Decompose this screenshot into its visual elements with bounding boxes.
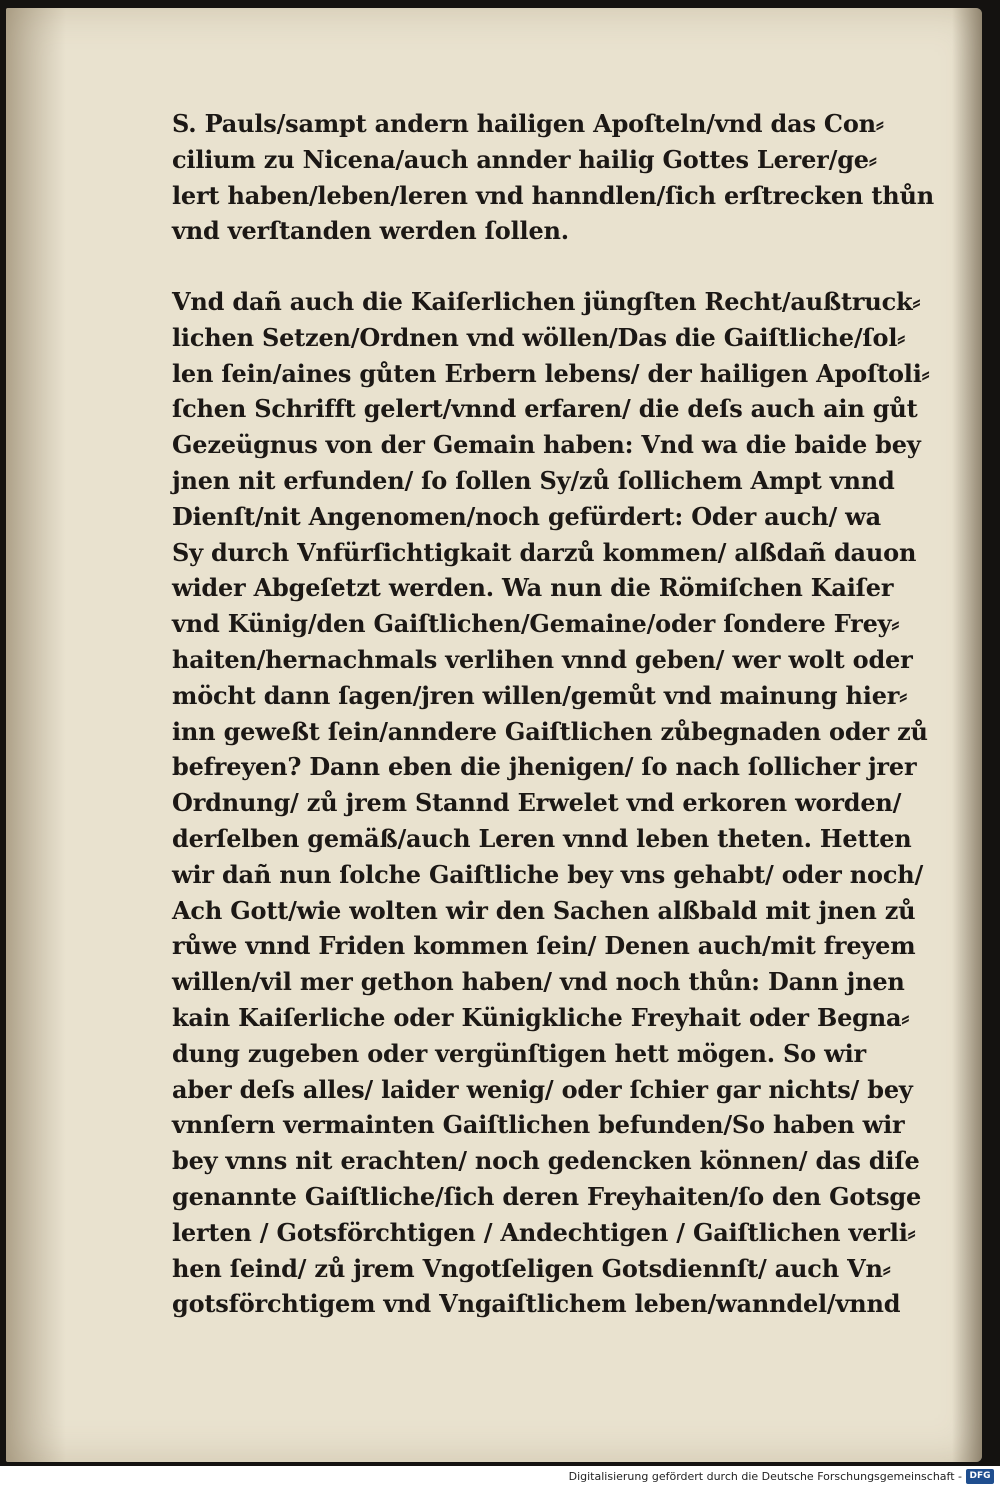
text-line: ſchen Schrifft gelert/vnnd erfaren/ die deſs auch ain gůt <box>172 394 918 424</box>
paragraph-1 <box>172 106 962 249</box>
text-line: aber deſs alles/ laider wenig/ oder ſchier gar nichts/ bey <box>172 1074 913 1104</box>
dfg-logo: DFG <box>966 1469 994 1484</box>
text-line: wir dañ nun ſolche Gaiſtliche bey vns gehabt/ oder noch/ <box>172 859 924 889</box>
text-line: hen ſeind/ zů jrem Vngotſeligen Gotsdiennſt/ auch Vn⸗ <box>172 1253 891 1283</box>
text-line: Ordnung/ zů jrem Stannd Erwelet vnd erkoren worden/ <box>172 788 902 818</box>
text-line: willen/vil mer gethon haben/ vnd noch thůn: Dann jnen <box>172 967 905 997</box>
text-line: gotsförchtigem vnd Vngaiſtlichem leben/wanndel/vnnd <box>172 1289 901 1319</box>
text-line: vnnſern vermainten Gaiſtlichen befunden/So haben wir <box>172 1110 905 1140</box>
text-line: lichen Setzen/Ordnen vnd wöllen/Das die Gaiſtliche/ſol⸗ <box>172 322 906 352</box>
text-line: len ſein/aines gůten Erbern lebens/ der hailigen Apoſtoli⸗ <box>172 358 930 388</box>
paragraph-2 <box>172 284 962 1322</box>
text-line: befreyen? Dann eben die jhenigen/ ſo nach ſollicher jrer <box>172 752 917 782</box>
text-line: dung zugeben oder vergünſtigen hett mögen. So wir <box>172 1038 866 1068</box>
text-line: haiten/hernachmals verlihen vnnd geben/ wer wolt oder <box>172 644 913 674</box>
text-line: cilium zu Nicena/auch annder hailig Gottes Lerer/ge⸗ <box>172 144 877 174</box>
text-line: S. Pauls/sampt andern hailigen Apoſteln/vnd das Con⸗ <box>172 109 884 138</box>
text-line: bey vnns nit erachten/ noch gedencken können/ das diſe <box>172 1146 920 1176</box>
text-line: Vnd dañ auch die Kaiſerlichen jüngſten Recht/außtruck⸗ <box>172 287 921 316</box>
text-line: růwe vnnd Friden kommen ſein/ Denen auch/mit freyem <box>172 931 916 961</box>
text-line: kain Kaiſerliche oder Künigkliche Freyhait oder Begna⸗ <box>172 1002 910 1032</box>
text-line: genannte Gaiſtliche/ſich deren Freyhaiten/ſo den Gotsge <box>172 1181 922 1211</box>
text-line: lert haben/leben/leren vnd hanndlen/ſich erſtrecken thůn <box>172 180 934 210</box>
footer-bar <box>0 1466 1000 1488</box>
text-line: Sy durch Vnfürſichtigkait darzů kommen/ alßdañ dauon <box>172 537 917 567</box>
text-line: Ach Gott/wie wolten wir den Sachen alßbald mit jnen zů <box>172 895 916 925</box>
text-line: inn geweßt ſein/anndere Gaiſtlichen zůbegnaden oder zů <box>172 716 928 746</box>
text-line: wider Abgeſetzt werden. Wa nun die Römiſchen Kaiſer <box>172 573 894 603</box>
text-line: lerten / Gotsförchtigen / Andechtigen / Gaiſtlichen verli⸗ <box>172 1217 916 1247</box>
funding-credit: Digitalisierung gefördert durch die Deutsche Forschungsgemeinschaft - <box>568 1470 962 1483</box>
text-line: jnen nit erfunden/ ſo ſollen Sy/zů ſollichem Ampt vnnd <box>172 465 895 495</box>
text-line: Dienſt/nit Angenomen/noch gefürdert: Oder auch/ wa <box>172 501 881 531</box>
text-line: Gezeügnus von der Gemain haben: Vnd wa die baide bey <box>172 430 921 460</box>
text-line: derſelben gemäß/auch Leren vnnd leben theten. Hetten <box>172 823 912 853</box>
text-line: vnd verſtanden werden ſollen. <box>172 216 569 246</box>
text-line: vnd Künig/den Gaiſtlichen/Gemaine/oder ſondere Frey⸗ <box>172 609 900 639</box>
text-line: möcht dann ſagen/jren willen/gemůt vnd mainung hier⸗ <box>172 680 908 710</box>
